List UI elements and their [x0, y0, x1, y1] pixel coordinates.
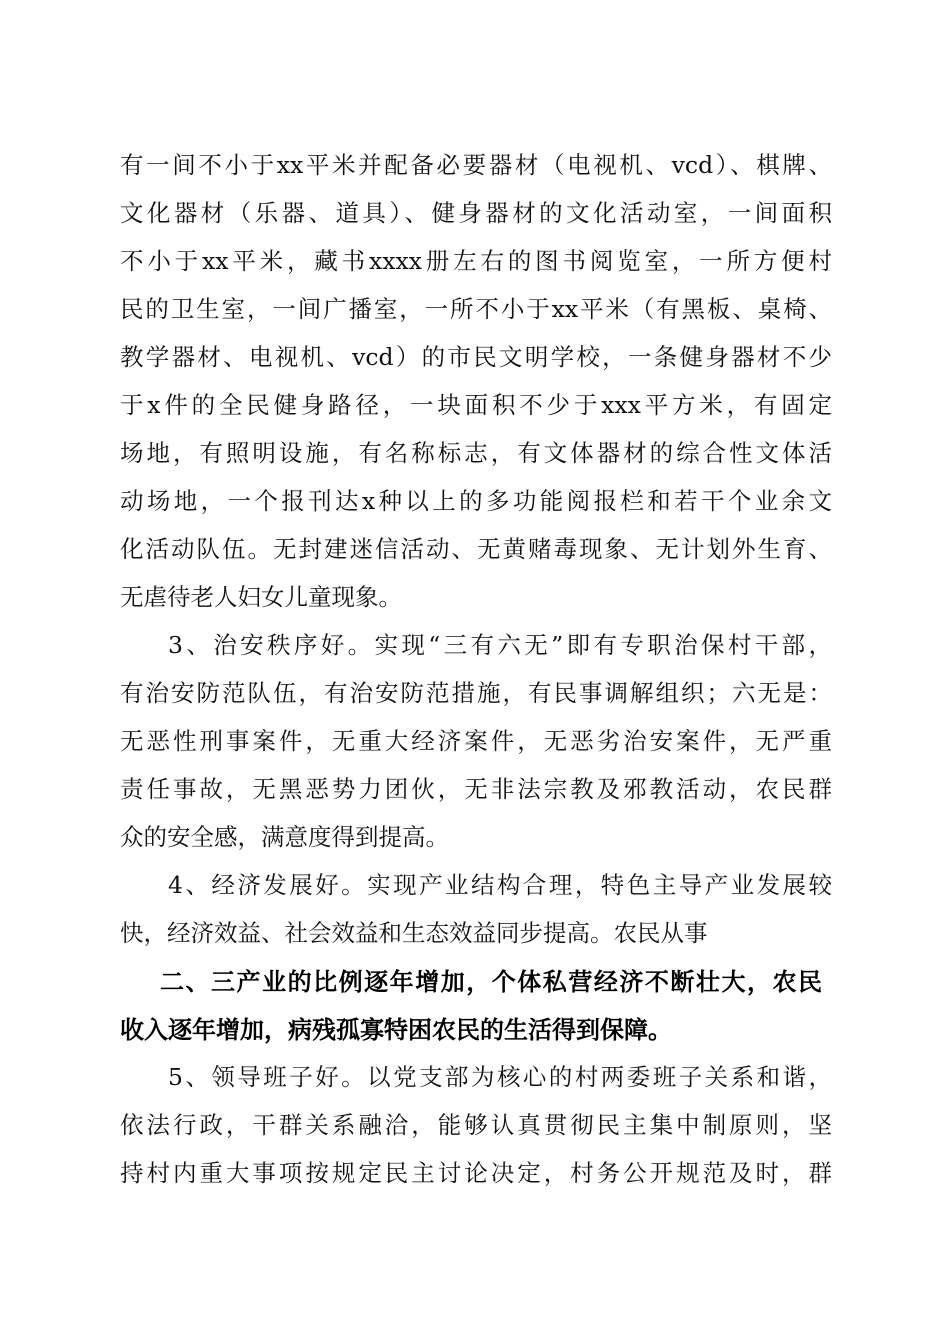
bold-heading-line: 收入逐年增加，病残孤寡特困农民的生活得到保障。 — [120, 1016, 672, 1044]
text-line: 无虐待老人妇女儿童现象。 — [120, 583, 402, 611]
text-line: 4、经济发展好。实现产业结构合理，特色主导产业发展较 — [168, 871, 832, 899]
text-line: 不小于xx平米，藏书xxxx册左右的图书阅览室，一所方便村 — [120, 247, 832, 275]
text-line: 3、治安秩序好。实现“三有六无”即有专职治保村干部， — [168, 631, 832, 659]
text-line: 教学器材、电视机、vcd）的市民文明学校，一条健身器材不少 — [120, 343, 832, 371]
text-line: 众的安全感，满意度得到提高。 — [120, 823, 449, 851]
text-line: 有一间不小于xx平米并配备必要器材（电视机、vcd）、棋牌、 — [120, 151, 832, 179]
text-line: 动场地，一个报刊达x种以上的多功能阅报栏和若干个业余文 — [120, 487, 832, 515]
text-line: 于x件的全民健身路径，一块面积不少于xxx平方米，有固定 — [120, 391, 832, 419]
text-line: 快，经济效益、社会效益和生态效益同步提高。农民从事 — [120, 919, 708, 947]
text-line: 依法行政，干群关系融洽，能够认真贯彻民主集中制原则，坚 — [120, 1111, 832, 1139]
text-line: 5、领导班子好。以党支部为核心的村两委班子关系和谐， — [168, 1063, 832, 1091]
text-line: 场地，有照明设施，有名称标志，有文体器材的综合性文体活 — [120, 439, 832, 467]
text-line: 文化器材（乐器、道具）、健身器材的文化活动室，一间面积 — [120, 199, 832, 227]
text-line: 民的卫生室，一间广播室，一所不小于xx平米（有黑板、桌椅、 — [120, 295, 832, 323]
text-line: 无恶性刑事案件，无重大经济案件，无恶劣治安案件，无严重 — [120, 727, 832, 755]
text-line: 化活动队伍。无封建迷信活动、无黄赌毒现象、无计划外生育、 — [120, 535, 832, 563]
text-line: 有治安防范队伍，有治安防范措施，有民事调解组织；六无是： — [120, 679, 832, 707]
bold-heading-line: 二、三产业的比例逐年增加，个体私营经济不断壮大，农民 — [160, 968, 822, 996]
text-line: 持村内重大事项按规定民主讨论决定，村务公开规范及时，群 — [120, 1159, 832, 1187]
text-line: 责任事故，无黑恶势力团伙，无非法宗教及邪教活动，农民群 — [120, 775, 832, 803]
